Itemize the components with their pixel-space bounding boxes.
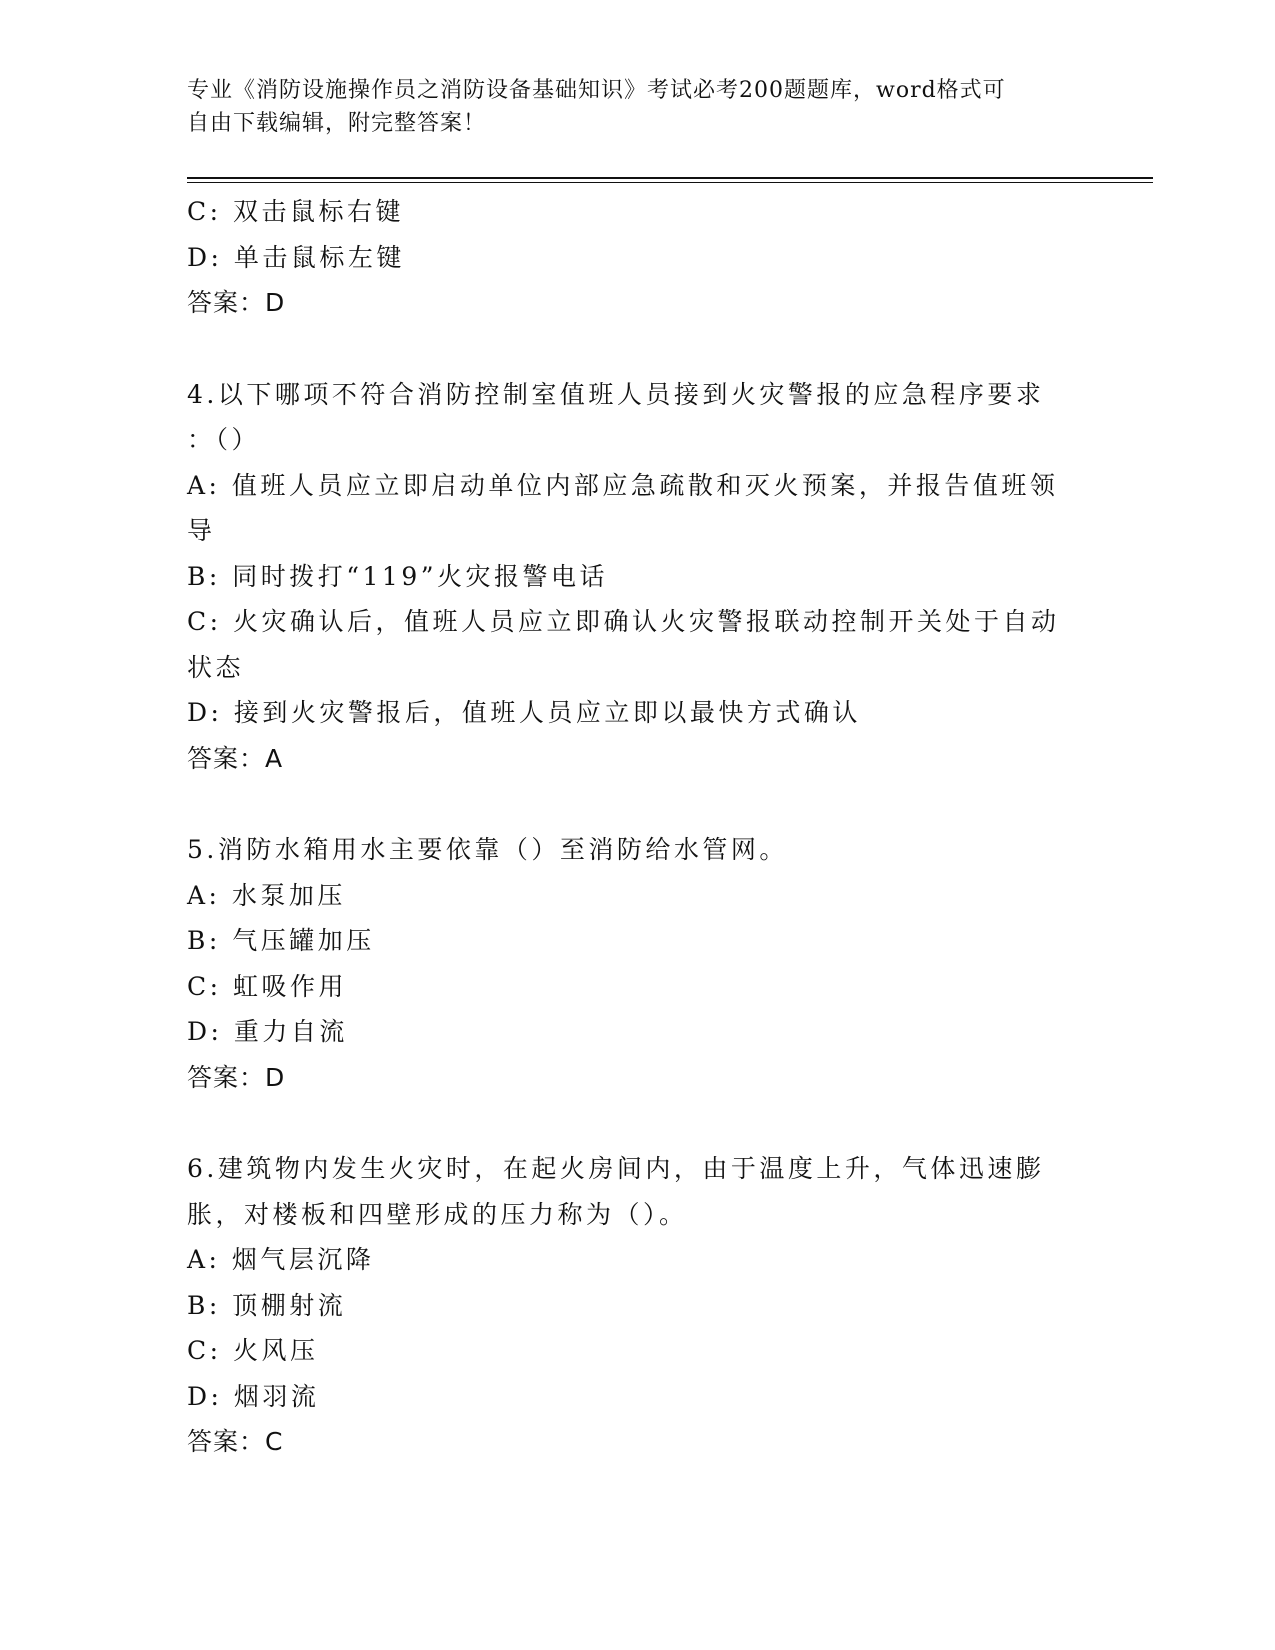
option-d: D: 烟羽流 — [187, 1381, 320, 1411]
question-5 — [187, 827, 1077, 1100]
answer-label: 答案：C — [187, 1427, 284, 1456]
option-b: B: 气压罐加压 — [187, 926, 375, 955]
header-title-line-1: 专业《消防设施操作员之消防设备基础知识》考试必考200题题库，word格式可 — [187, 78, 1006, 103]
question-3-tail — [187, 189, 1077, 326]
question-stem: 6.建筑物内发生火灾时，在起火房间内，由于温度上升，气体迅速膨 — [187, 1154, 1045, 1183]
option-a: A: 值班人员应立即启动单位内部应急疏散和灭火预案，并报告值班领 — [187, 470, 1059, 500]
option-c: C: 双击鼠标右键 — [187, 197, 404, 226]
option-d: D: 单击鼠标左键 — [187, 242, 405, 272]
option-c: C: 火灾确认后，值班人员应立即确认火灾警报联动控制开关处于自动 — [187, 607, 1060, 636]
option-a-cont: 导 — [187, 516, 216, 545]
option-a: A: 烟气层沉降 — [187, 1245, 375, 1274]
option-c-cont: 状态 — [187, 652, 245, 682]
option-b: B: 同时拨打“119”火灾报警电话 — [187, 561, 609, 591]
question-stem-cont: ：（） — [187, 425, 261, 454]
question-4 — [187, 372, 1077, 782]
answer-label: 答案：A — [187, 743, 284, 773]
option-c: C: 火风压 — [187, 1336, 319, 1365]
option-d: D: 重力自流 — [187, 1017, 348, 1046]
question-list — [187, 189, 1077, 1465]
question-stem: 4.以下哪项不符合消防控制室值班人员接到火灾警报的应急程序要求 — [187, 379, 1045, 409]
header-divider-thick — [187, 177, 1153, 179]
question-6 — [187, 1146, 1077, 1465]
option-b: B: 顶棚射流 — [187, 1290, 347, 1320]
question-stem-cont: 胀，对楼板和四壁形成的压力称为（）。 — [187, 1199, 688, 1229]
option-a: A: 水泵加压 — [187, 880, 346, 910]
answer-label: 答案：D — [187, 288, 286, 317]
question-stem: 5.消防水箱用水主要依靠（）至消防给水管网。 — [187, 835, 788, 864]
option-d: D: 接到火灾警报后，值班人员应立即以最快方式确认 — [187, 698, 861, 727]
header-divider-thin — [187, 182, 1153, 183]
document-header — [187, 74, 1067, 140]
option-c: C: 虹吸作用 — [187, 971, 347, 1001]
answer-label: 答案：D — [187, 1062, 286, 1092]
header-title-line-2: 自由下载编辑，附完整答案！ — [187, 111, 487, 136]
